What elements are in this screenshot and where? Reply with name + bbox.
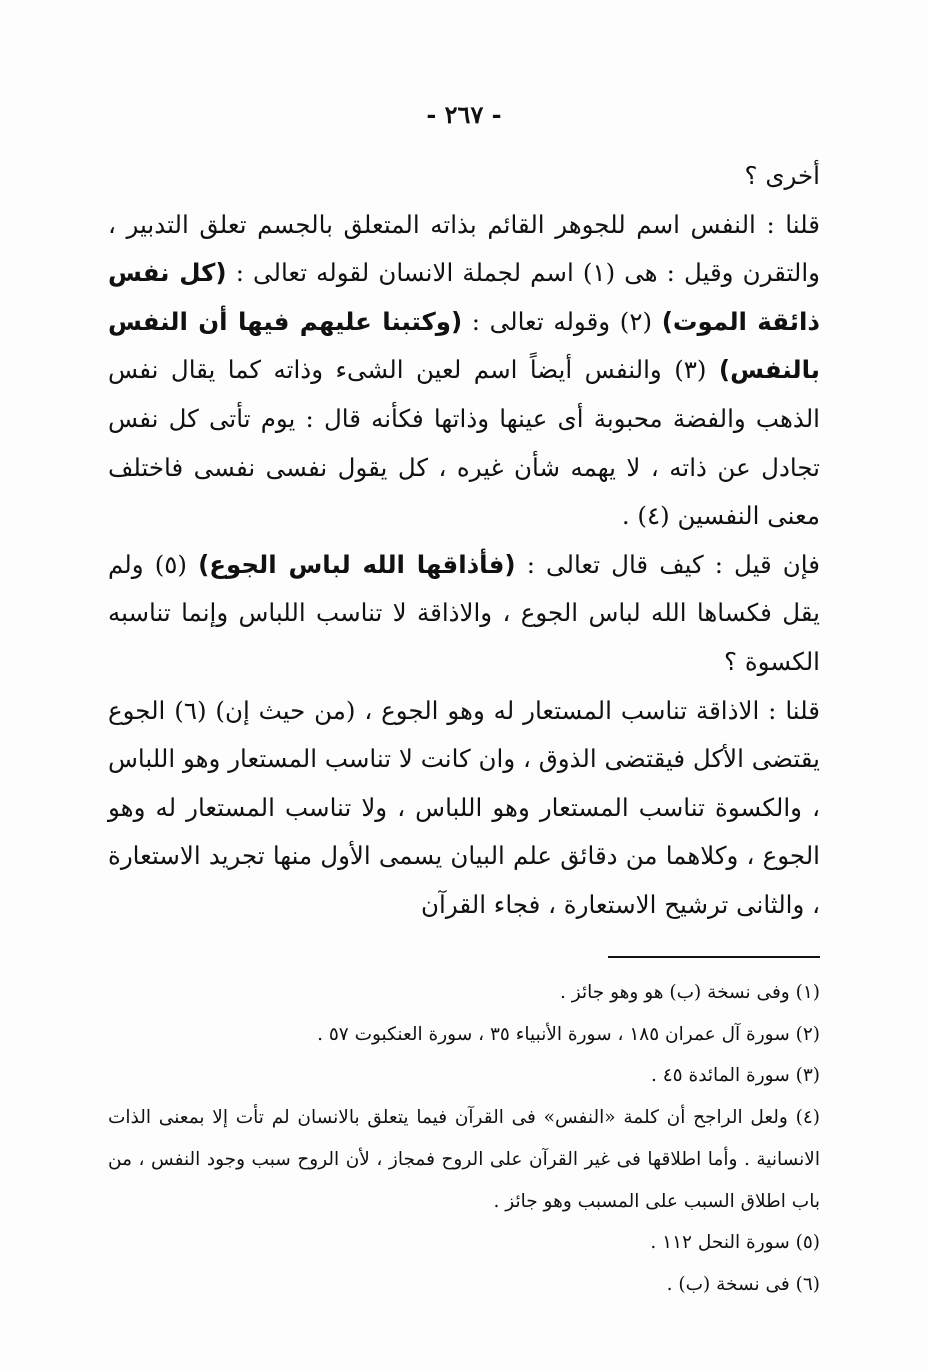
- text-segment: (٢) وقوله تعالى :: [462, 306, 662, 336]
- text-segment: فإن قيل : كيف قال تعالى :: [515, 549, 820, 579]
- quran-quote: (فأذاقها الله لباس الجوع): [198, 549, 516, 579]
- page-number: - ٢٦٧ -: [426, 100, 502, 129]
- paragraph: [108, 687, 820, 930]
- text-segment: قلنا : النفس اسم للجوهر القائم بذاته المتعلق بالجسم تعلق التدبير ، والتقرن وقيل : هى (١) اسم لجملة الانسان لقوله تعالى :: [108, 209, 820, 288]
- paragraph: [108, 541, 820, 687]
- paragraph: [108, 201, 820, 541]
- quran-quote: (وكتبنا عليهم فيها أن النفس بالنفس): [108, 306, 820, 385]
- text-segment: أخرى ؟: [744, 161, 820, 190]
- text-segment: (٥) ولم يقل فكساها الله لباس الجوع ، والاذاقة لا تناسب اللباس وإنما تناسبه الكسوة ؟: [108, 549, 820, 676]
- footnote: (٥) سورة النحل ١١٢ .: [650, 1232, 820, 1254]
- footnote: (١) وفى نسخة (ب) هو وهو جائز .: [560, 982, 820, 1003]
- footnote: (٦) فى نسخة (ب) .: [666, 1273, 820, 1295]
- footnotes: [108, 972, 820, 1306]
- text-segment: قلنا : الاذاقة تناسب المستعار له وهو الجوع ، (من حيث إن) (٦) الجوع يقتضى الأكل فيقتضى الذوق ، وان كانت لا تناسب المستعار وهو اللباس ، والكسوة تناسب المستعار وهو اللباس ، ولا تناسب المستعار له وهو الجوع ، وكلاهما من دقائق علم البيان يسمى الأول منها تجريد الاستعارة ، والثانى ترشيح الاستعارة ، فجاء القرآن: [108, 695, 820, 919]
- paragraph: [108, 152, 820, 201]
- footnote: (٤) ولعل الراجح أن كلمة «النفس» فى القرآن فيما يتعلق بالانسان لم تأت إلا بمعنى الذات الانسانية . وأما اطلاقها فى غير القرآن على الروح فمجاز ، لأن الروح سبب وجود النفس ، من باب اطلاق السبب على المسبب وهو جائز .: [108, 1107, 820, 1212]
- quran-quote: (كل نفس ذائقة الموت): [108, 258, 820, 336]
- main-text: [108, 152, 820, 930]
- footnote: (٣) سورة المائدة ٤٥ .: [650, 1065, 820, 1087]
- footnote: (٢) سورة آل عمران ١٨٥ ، سورة الأنبياء ٣٥ ، سورة العنكبوت ٥٧ .: [317, 1023, 820, 1045]
- text-segment: (٣) والنفس أيضاً اسم لعين الشىء وذاته كما يقال نفس الذهب والفضة محبوبة أى عينها وذاتها فكأنه قال : يوم تأتى كل نفس تجادل عن ذاته ، لا يهمه شأن غيره ، كل يقول نفسى نفسى فاختلف معنى النفسين (٤) .: [108, 355, 820, 531]
- footnote-divider: [608, 956, 820, 958]
